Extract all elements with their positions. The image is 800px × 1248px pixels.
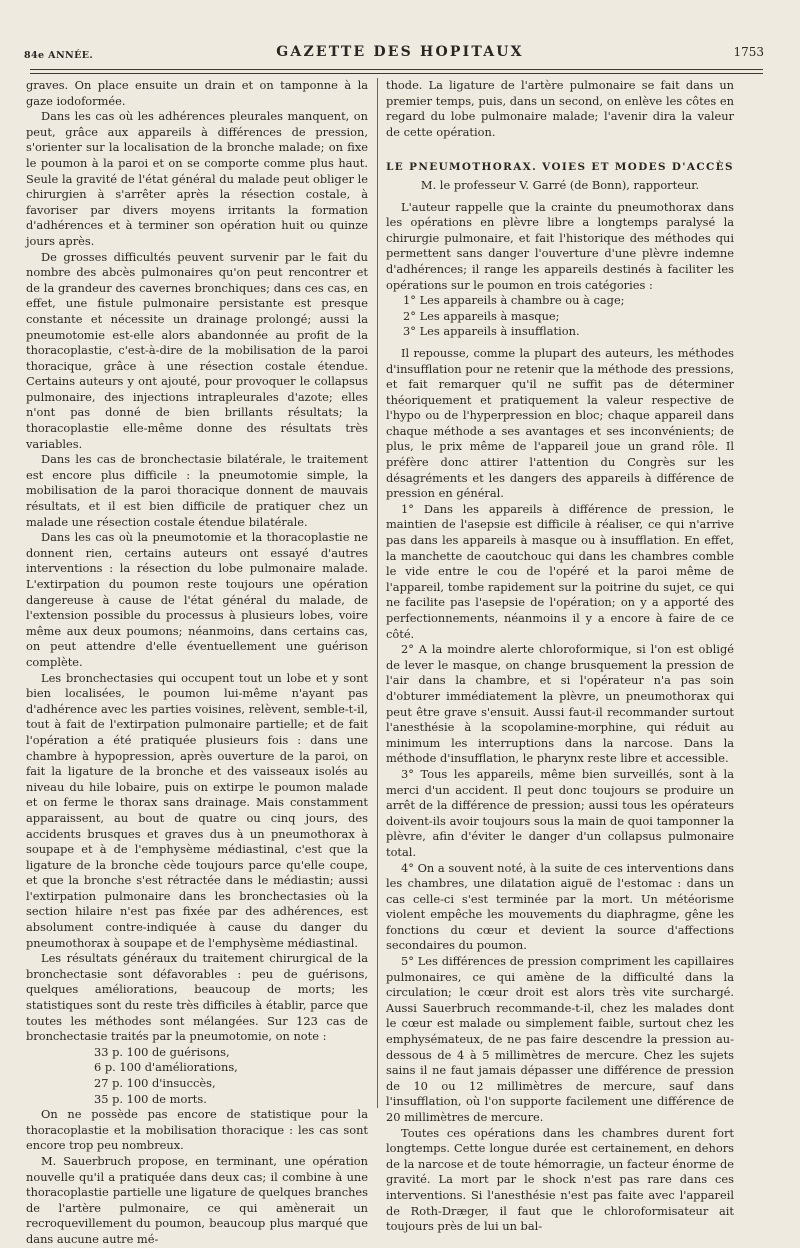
category-item: 2° Les appareils à masque; — [403, 308, 560, 323]
paragraph: Dans les cas de bronchectasie bilatérale, le traitement est encore plus difficile : la pneumotomie simple, la mobilisation de la paroi thoracique donnent de mauvais résultats, et il est bien difficile de pratiquer chez un malade une résection costale étendue bilatérale. — [26, 452, 368, 529]
paragraph: thode. La ligature de l'artère pulmonaire se fait dans un premier temps, puis, dans un second, on enlève les côtes en regard du lobe pulmonaire malade; l'avenir dira la valeur de cette opération. — [386, 78, 734, 139]
paragraph: Il repousse, comme la plupart des auteurs, les méthodes d'insufflation pour ne retenir que la méthode des pressions, et fait remarquer qu'il ne suffit pas de déterminer théoriquement et pratiquement la valeur respective de l'hypo ou de l'hyperpression en bloc; chaque appareil dans chaque méthode a ses avantages et ses inconvénients; de plus, le prix même de l'appareil joue un grand rôle. Il préfère donc attirer l'attention du Congrès sur les désagréments et les dangers des appareils à différence de pression en général. — [386, 345, 734, 501]
paragraph: Les résultats généraux du traitement chirurgical de la bronchectasie sont défavorables : peu de guérisons, quelques améliorations, beaucoup de morts; les statistiques sont du reste très difficiles à établir, parce que toutes les méthodes sont mélangées. Sur 123 cas de bronchectasie traités par la pneumotomie, on note : — [26, 951, 368, 1044]
statistic-item: 33 p. 100 de guérisons, — [94, 1044, 230, 1059]
paragraph: M. Sauerbruch propose, en terminant, une opération nouvelle qu'il a pratiquée dans deux cas; il combine à une thoracoplastie partielle une ligature de quelques branches de l'artère pulmonaire, ce qui amènerait un recroquevillement du poumon, beaucoup plus marqué que dans aucune autre mé- — [26, 1153, 368, 1246]
paragraph: 2° A la moindre alerte chloroformique, si l'on est obligé de lever le masque, on change brusquement la pression de l'air dans la chambre, et si l'opérateur n'a pas soin d'obturer immédiatement la plèvre, un pneumothorax qui peut être grave s'ensuit. Aussi faut-il recommander surtout l'anesthésie à la scopolamine-morphine, qui réduit au minimum les interruptions dans la narcose. Dans la méthode d'insufflation, le pharynx reste libre et accessible. — [386, 642, 734, 766]
category-list — [386, 293, 734, 340]
paragraph: Les bronchectasies qui occupent tout un lobe et y sont bien localisées, le poumon lui-même n'ayant pas d'adhérence avec les parties voisines, relèvent, semble-t-il, tout à fait de l'extirpation pulmonaire partielle; et de fait l'opération a été pratiquée plusieurs fois : dans une chambre à hypopression, après ouverture de la paroi, on fait la ligature de la bronche et des vaisseaux isolés au niveau du hile lobaire, puis on extirpe le poumon malade et on ferme le thorax sans drainage. Mais constamment apparaissent, au bout de quatre ou cinq jours, des accidents brusques et graves dus à un pneumothorax à soupape et à de l'emphysème médiastinal, c'est que la ligature de la bronche cède toujours parce qu'elle coupe, et que la bronche s'est rétractée dans le médiastin; aussi l'extirpation pulmonaire dans les bronchectasies où la section hilaire n'est pas fixée par des adhérences, est absolument contre-indiquée à cause du danger du pneumothorax à soupape et de l'emphysème médiastinal. — [26, 670, 368, 950]
paragraph: Dans les cas où les adhérences pleurales manquent, on peut, grâce aux appareils à différences de pression, s'orienter sur la localisation de la bronche malade; on fixe le poumon à la paroi et on se comporte comme plus haut. Seule la gravité de l'état général du malade peut obliger le chirurgien à s'arrêter après la résection costale, à favoriser par divers moyens irritants la formation d'adhérences et à terminer son opération huit ou quinze jours après. — [26, 109, 368, 248]
right-column — [386, 78, 734, 1235]
statistic-item: 6 p. 100 d'améliorations, — [94, 1060, 238, 1075]
paragraph: 3° Tous les appareils, même bien surveillés, sont à la merci d'un accident. Il peut donc toujours se produire un arrêt de la différence de pression; aussi tous les opérateurs doivent-ils avoir toujours sous la main de quoi tamponner la plèvre, afin d'éviter le danger d'un collapsus pulmonaire total. — [386, 766, 734, 859]
paragraph: 1° Dans les appareils à différence de pression, le maintien de l'asepsie est difficile à réaliser, ce qui n'arrive pas dans les appareils à masque ou à insufflation. En effet, la manchette de caoutchouc qui dans les chambres comble le vide entre le cou de l'opéré et la paroi même de l'appareil, tombe rapidement sur la poitrine du sujet, ce qui ne facilite pas l'asepsie de l'opération; on y a apporté des perfectionnements, néanmoins il y a encore à faire de ce côté. — [386, 501, 734, 641]
journal-title: GAZETTE DES HOPITAUX — [276, 44, 524, 60]
category-item: 3° Les appareils à insufflation. — [403, 324, 580, 339]
paragraph: graves. On place ensuite un drain et on tamponne à la gaze iodoformée. — [26, 78, 368, 108]
section-title: LE PNEUMOTHORAX. VOIES ET MODES D'ACCÈS — [386, 161, 734, 174]
section-author: M. le professeur V. Garré (de Bonn), rapporteur. — [420, 177, 700, 192]
issue-year: 84e ANNÉE. — [24, 50, 94, 61]
header-rule-thick — [30, 69, 763, 70]
statistics-list — [26, 1045, 368, 1107]
paragraph: 5° Les différences de pression compriment les capillaires pulmonaires, ce qui amène de la difficulté dans la circulation; le cœur droit est alors très vite surchargé. Aussi Sauerbruch recommande-t-il, chez les malades dont le cœur est malade ou simplement faible, surtout chez les emphysémateux, de ne pas faire descendre la pression au-dessous de 4 à 5 millimètres de mercure. Chez les sujets sains il ne faut jamais dépasser une différence de pression de 10 ou 12 millimètres de mercure, sauf dans l'insufflation, où l'on supporte facilement une différence de 20 millimètres de mercure. — [386, 954, 734, 1124]
page-number: 1753 — [733, 45, 764, 59]
paragraph: L'auteur rappelle que la crainte du pneumothorax dans les opérations en plèvre libre a longtemps paralysé la chirurgie pulmonaire, et fait l'historique des méthodes qui permettent sans danger l'ouverture d'une plèvre indemne d'adhérences; il range les appareils destinés à faciliter les opérations sur le poumon en trois catégories : — [386, 199, 734, 292]
category-item: 1° Les appareils à chambre ou à cage; — [403, 293, 625, 308]
paragraph: 4° On a souvent noté, à la suite de ces interventions dans les chambres, une dilatation aiguë de l'estomac : dans un cas celle-ci s'est terminée par la mort. Un météorisme violent empêche les mouvements du diaphragme, gêne les fonctions du cœur et devient la source d'affections secondaires du poumon. — [386, 860, 734, 953]
statistic-item: 27 p. 100 d'insuccès, — [94, 1076, 216, 1090]
statistic-item: 35 p. 100 de morts. — [94, 1091, 207, 1106]
paragraph: Toutes ces opérations dans les chambres durent fort longtemps. Cette longue durée est certainement, en dehors de la narcose et de toute hémorragie, un facteur énorme de gravité. La mort par le shock n'est pas rare dans ces interventions. Si l'anesthésie n'est pas faite avec l'appareil de Roth-Dræger, il faut que le chloroformisateur ait toujours près de lui un bal- — [386, 1125, 734, 1234]
paragraph: De grosses difficultés peuvent survenir par le fait du nombre des abcès pulmonaires qu'on peut rencontrer et de la grandeur des cavernes bronchiques; dans ces cas, en effet, une fistule pulmonaire persistante est presque constante et nécessite un drainage prolongé; aussi la pneumotomie est-elle alors abandonnée au profit de la thoracoplastie, c'est-à-dire de la mobilisation de la paroi thoracique, grâce à une résection costale étendue. Certains auteurs y ont ajouté, pour provoquer le collapsus pulmonaire, des injections intrapleurales d'azote; elles n'ont pas donné de bien brillants résultats; la thoracoplastie elle-même donne des résultats très variables. — [26, 249, 368, 451]
left-column — [26, 78, 368, 1248]
page-header — [24, 40, 776, 64]
column-divider — [377, 78, 378, 1108]
paragraph: On ne possède pas encore de statistique pour la thoracoplastie et la mobilisation thoracique : les cas sont encore trop peu nombreux. — [26, 1107, 368, 1153]
paragraph: Dans les cas où la pneumotomie et la thoracoplastie ne donnent rien, certains auteurs ont essayé d'autres interventions : la résection du lobe pulmonaire malade. L'extirpation du poumon reste toujours une opération dangereuse à cause de l'état général du malade, de l'extension possible du processus à plusieurs lobes, voire même aux deux poumons; néanmoins, dans certains cas, on peut attendre d'elle éventuellement une guérison complète. — [26, 530, 368, 669]
header-rule-thin — [30, 73, 763, 74]
